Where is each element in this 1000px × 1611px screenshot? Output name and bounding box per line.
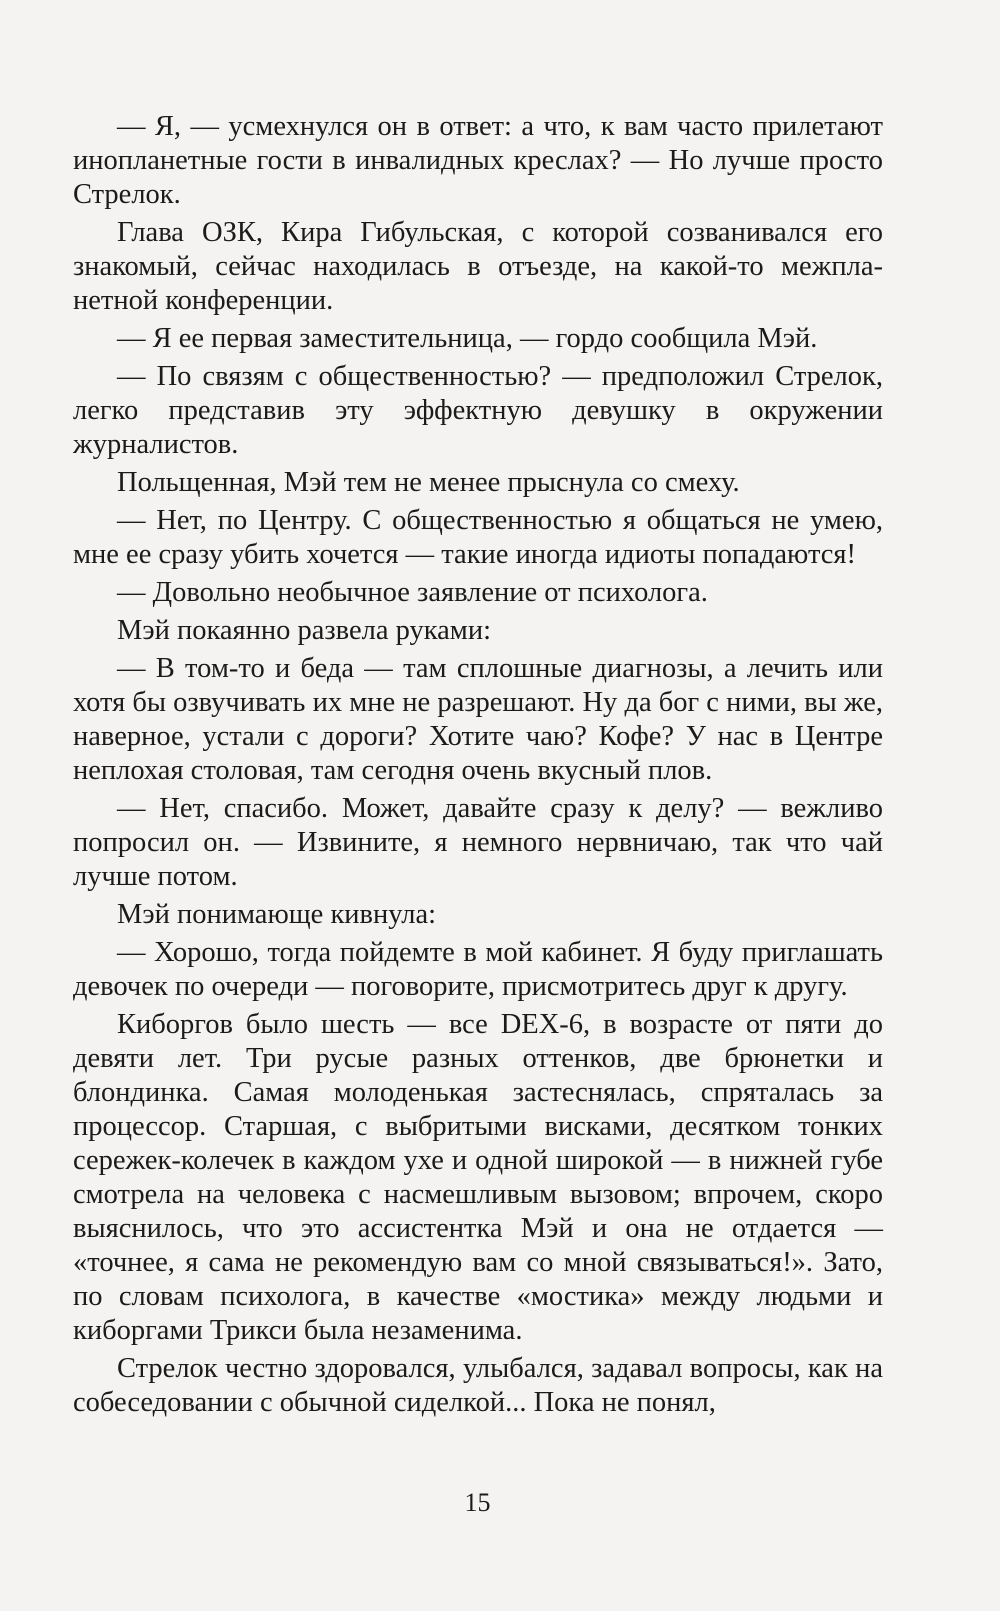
paragraph-7: — Довольно необычное заявление от психолога. <box>117 577 708 608</box>
paragraph-9: — В том-то и беда — там сплошные диагнозы, а лечить или хотя бы озвучивать их мне не разрешают. Ну да бог с ними, вы же, наверное, устали с дороги? Хотите чаю? Кофе? У нас в Центре неплохая столовая, там сегодня очень вкусный плов. <box>73 653 883 786</box>
body-text <box>73 110 883 1420</box>
paragraph-1: — Я, — усмехнулся он в ответ: а что, к вам часто прилетают инопланетные гости в инвалидных креслах? — Но лучше просто Стрелок. <box>73 111 883 210</box>
paragraph-12: — Хорошо, тогда пойдемте в мой кабинет. Я буду приглашать девочек по очереди — поговорите, присмотритесь друг к другу. <box>73 937 883 1002</box>
paragraph-14: Стрелок честно здоровался, улыбался, задавал вопросы, как на собеседовании с обычной сиделкой... Пока не понял, <box>73 1353 883 1418</box>
paragraph-13: Киборгов было шесть — все DEX-6, в возрасте от пяти до девяти лет. Три русые разных оттенков, две брюнетки и блондинка. Самая молоденькая застеснялась, спряталась за процессор. Старшая, с выбритыми висками, десятком тонких сережек-колечек в каждом ухе и одной широкой — в нижней губе смотрела на человека с насмешливым вызовом; впрочем, скоро выяснилось, что это ассистентка Мэй и она не отдается — «точнее, я сама не рекомендую вам со мной связываться!». Зато, по словам психолога, в качестве «мостика» между людьми и киборгами Трикси была незаменима. <box>73 1009 883 1346</box>
paragraph-11: Мэй понимающе кивнула: <box>117 899 437 930</box>
paragraph-8: Мэй покаянно развела руками: <box>117 615 491 646</box>
paragraph-5: Польщенная, Мэй тем не менее прыснула со смеху. <box>117 467 740 498</box>
paragraph-10: — Нет, спасибо. Может, давайте сразу к делу? — вежливо попросил он. — Извините, я немного нервничаю, так что чай лучше потом. <box>73 793 883 892</box>
page-number: 15 <box>464 1488 491 1517</box>
paragraph-3: — Я ее первая заместительница, — гордо сообщила Мэй. <box>117 323 818 354</box>
paragraph-4: — По связям с общественностью? — предположил Стрелок, легко представив эту эффектную девушку в окружении журналистов. <box>73 361 883 460</box>
paragraph-6: — Нет, по Центру. С общественностью я общаться не умею, мне ее сразу убить хочется — такие иногда идиоты попадаются! <box>73 505 883 570</box>
paragraph-2: Глава ОЗК, Кира Гибульская, с которой созванивался его знакомый, сейчас находилась в отъезде, на какой-то межпланетной конференции. <box>73 217 883 316</box>
